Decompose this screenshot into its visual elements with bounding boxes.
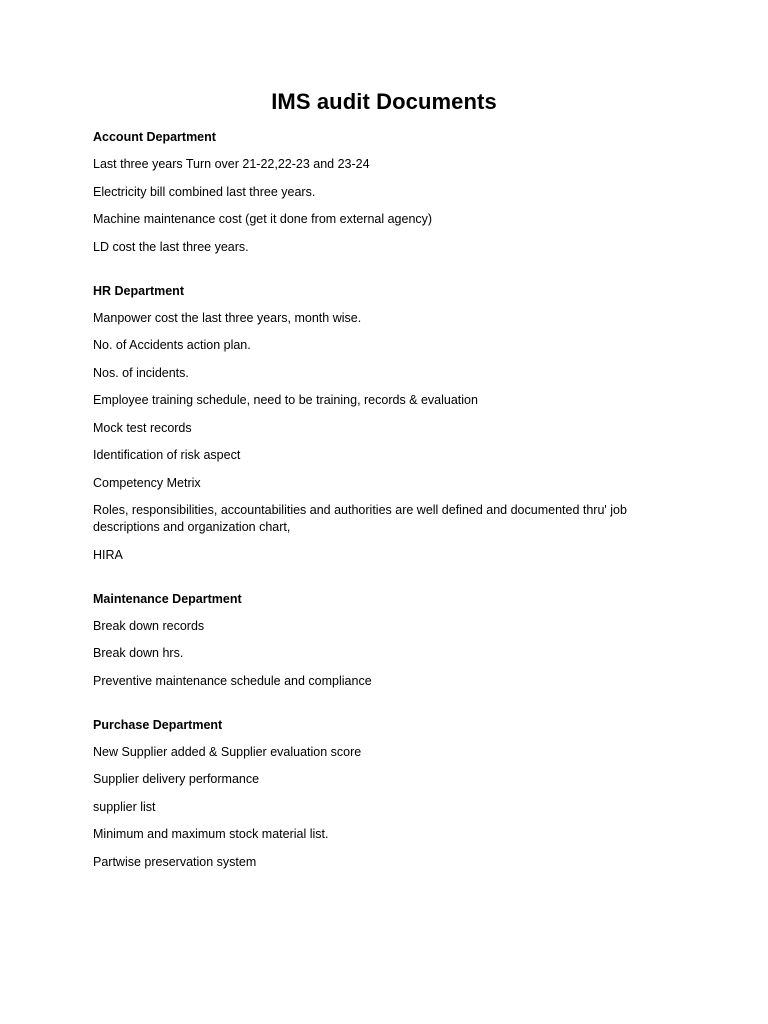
section-account-department (93, 129, 675, 256)
list-item: Last three years Turn over 21-22,22-23 and 23-24 (93, 157, 370, 171)
section-heading: Account Department (93, 130, 216, 144)
list-item: Nos. of incidents. (93, 365, 189, 380)
list-item: Partwise preservation system (93, 854, 257, 869)
list-item: Break down hrs. (93, 646, 184, 660)
list-item: Supplier delivery performance (93, 772, 260, 786)
list-item: Preventive maintenance schedule and compliance (93, 673, 372, 688)
section-purchase-department (93, 717, 675, 871)
section-hr-department (93, 283, 675, 564)
list-item: Identification of risk aspect (93, 448, 241, 462)
list-item: Roles, responsibilities, accountabilities and authorities are well defined and documented thru' job descriptions and organization chart, (93, 503, 627, 534)
section-heading: HR Department (93, 283, 184, 298)
list-item: Minimum and maximum stock material list. (93, 827, 329, 841)
section-heading: Purchase Department (93, 717, 223, 732)
list-item: HIRA (93, 547, 123, 562)
section-maintenance-department (93, 591, 675, 690)
list-item: Manpower cost the last three years, month wise. (93, 310, 362, 325)
list-item: Electricity bill combined last three years. (93, 184, 316, 199)
list-item: LD cost the last three years. (93, 239, 249, 254)
list-item: Break down records (93, 618, 205, 633)
list-item: No. of Accidents action plan. (93, 338, 251, 352)
section-heading: Maintenance Department (93, 591, 242, 606)
list-item: Competency Metrix (93, 475, 201, 490)
list-item: Employee training schedule, need to be training, records & evaluation (93, 393, 478, 407)
document-title: IMS audit Documents (271, 89, 497, 114)
list-item: Machine maintenance cost (get it done from external agency) (93, 212, 433, 226)
list-item: New Supplier added & Supplier evaluation score (93, 744, 362, 759)
list-item: Mock test records (93, 420, 192, 435)
list-item: supplier list (93, 799, 156, 814)
